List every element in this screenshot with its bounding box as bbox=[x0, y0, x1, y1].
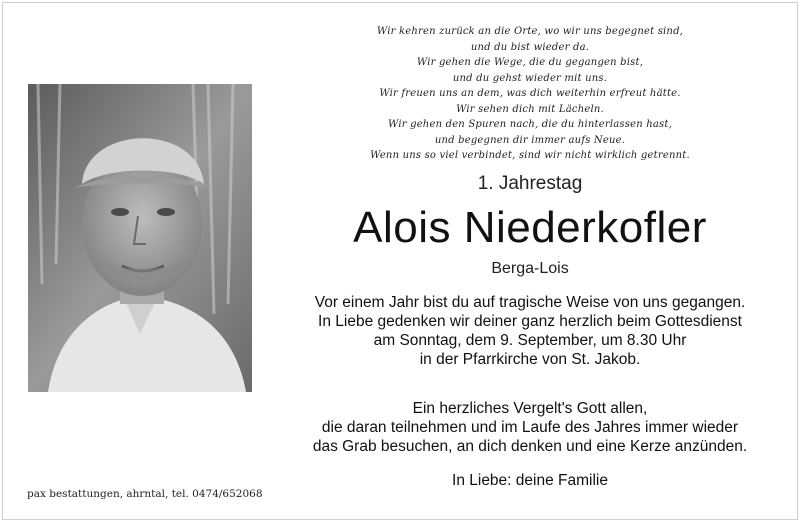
announcement-line: Vor einem Jahr bist du auf tragische Weise von uns gegangen. bbox=[314, 294, 746, 311]
thanks-line: die daran teilnehmen und im Laufe des Jahres immer wieder bbox=[321, 419, 739, 436]
funeral-home-footer: pax bestattungen, ahrntal, tel. 0474/652068 bbox=[27, 488, 263, 500]
poem-line: Wir gehen die Wege, die du gegangen bist, bbox=[416, 57, 644, 68]
poem-line: Wir kehren zurück an die Orte, wo wir uns begegnet sind, bbox=[376, 26, 684, 37]
poem-line: Wir sehen dich mit Lächeln. bbox=[456, 103, 604, 115]
announcement-line: In Liebe gedenken wir deiner ganz herzlich beim Gottesdienst bbox=[318, 313, 742, 330]
closing-signature: In Liebe: deine Familie bbox=[452, 472, 608, 489]
poem-line: und du gehst wieder mit uns. bbox=[452, 72, 608, 84]
poem-line: und begegnen dir immer aufs Neue. bbox=[434, 134, 626, 146]
thanks-line: das Grab besuchen, an dich denken und eine Kerze anzünden. bbox=[312, 438, 748, 455]
portrait-illustration bbox=[28, 84, 252, 392]
poem-line: Wir gehen den Spuren nach, die du hinterlassen hast, bbox=[388, 119, 672, 130]
anniversary-label: 1. Jahrestag bbox=[477, 173, 583, 194]
poem-line: Wenn uns so viel verbindet, sind wir nicht wirklich getrennt. bbox=[370, 150, 690, 161]
poem bbox=[300, 24, 760, 164]
announcement-line: am Sonntag, dem 9. September, um 8.30 Uhr bbox=[373, 332, 687, 349]
announcement-text bbox=[280, 293, 780, 369]
poem-line: und du bist wieder da. bbox=[470, 41, 590, 53]
thanks-text bbox=[280, 399, 780, 456]
announcement-line: in der Pfarrkirche von St. Jakob. bbox=[419, 351, 641, 368]
poem-line: Wir freuen uns an dem, was dich weiterhin erfreut hätte. bbox=[379, 88, 681, 99]
nickname: Berga-Lois bbox=[491, 260, 569, 277]
deceased-name: Alois Niederkofler bbox=[353, 203, 707, 252]
portrait-photo bbox=[28, 84, 252, 392]
thanks-line: Ein herzliches Vergelt's Gott allen, bbox=[412, 400, 648, 417]
